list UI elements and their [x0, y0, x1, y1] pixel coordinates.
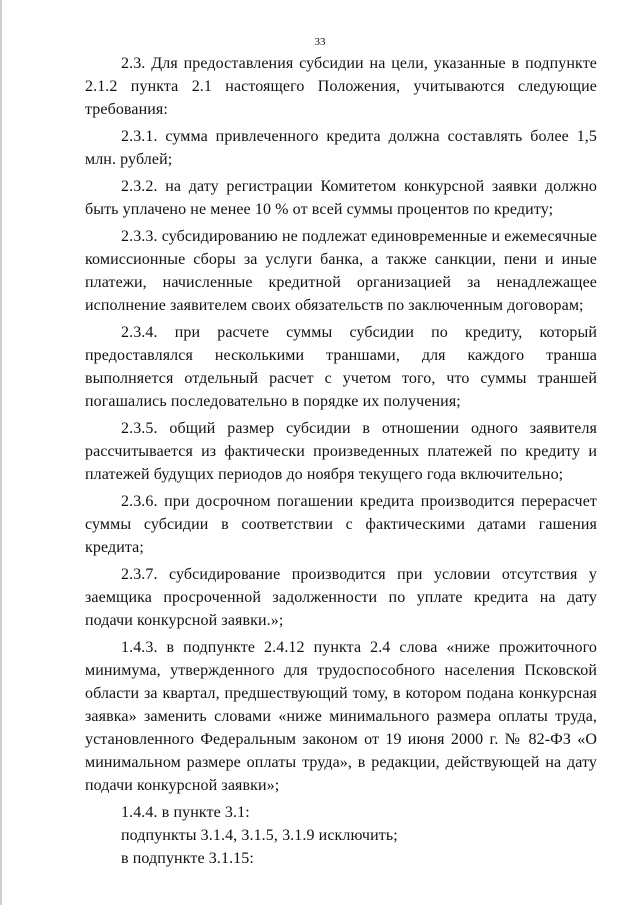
paragraph-subpoint-3-1-15: в подпункте 3.1.15:: [121, 850, 254, 867]
paragraph-2-3-3: 2.3.3. субсидированию не подлежат единовременные и ежемесячные комиссионные сборы за услуги банка, а также санкции, пени и иные платежи, начисленные кредитной организацией за ненадлежащее исполнение заявителем своих обязательств по заключенным договорам;: [85, 228, 597, 314]
document-body: [85, 52, 597, 870]
paragraph-2-3: 2.3. Для предоставления субсидии на цели, указанные в подпункте 2.1.2 пункта 2.1 настоящего Положения, учитываются следующие требования:: [85, 55, 597, 118]
paragraph-2-3-6: 2.3.6. при досрочном погашении кредита производится перерасчет суммы субсидии в соответствии с фактическими датами гашения кредита;: [85, 493, 597, 556]
paragraph-2-3-2: 2.3.2. на дату регистрации Комитетом конкурсной заявки должно быть уплачено не менее 10 % от всей суммы процентов по кредиту;: [85, 178, 597, 218]
paragraph-2-3-4: 2.3.4. при расчете суммы субсидии по кредиту, который предоставлялся несколькими траншами, для каждого транша выполняется отдельный расчет с учетом того, что суммы траншей погашались последовательно в порядке их получения;: [85, 324, 597, 410]
paragraph-1-4-4: 1.4.4. в пункте 3.1:: [121, 804, 250, 821]
paragraph-2-3-7: 2.3.7. субсидирование производится при условии отсутствия у заемщика просроченной задолженности по уплате кредита на дату подачи конкурсной заявки.»;: [85, 566, 597, 629]
page-number: 33: [314, 36, 326, 48]
paragraph-1-4-3: 1.4.3. в подпункте 2.4.12 пункта 2.4 слова «ниже прожиточного минимума, утвержденного для трудоспособного населения Псковской области за квартал, предшествующий тому, в котором подана конкурсная заявка» заменить словами «ниже минимального размера оплаты труда, установленного Федеральным законом от 19 июня 2000 г. № 82-ФЗ «О минимальном размере оплаты труда», в редакции, действующей на дату подачи конкурсной заявки»;: [85, 639, 597, 794]
paragraph-subpoints-excluded: подпункты 3.1.4, 3.1.5, 3.1.9 исключить;: [121, 827, 398, 844]
paragraph-2-3-5: 2.3.5. общий размер субсидии в отношении одного заявителя рассчитывается из фактически произведенных платежей по кредиту и платежей будущих периодов до ноября текущего года включительно;: [85, 420, 597, 483]
paragraph-2-3-1: 2.3.1. сумма привлеченного кредита должна составлять более 1,5 млн. рублей;: [85, 128, 597, 168]
scan-edge: [0, 0, 2, 905]
